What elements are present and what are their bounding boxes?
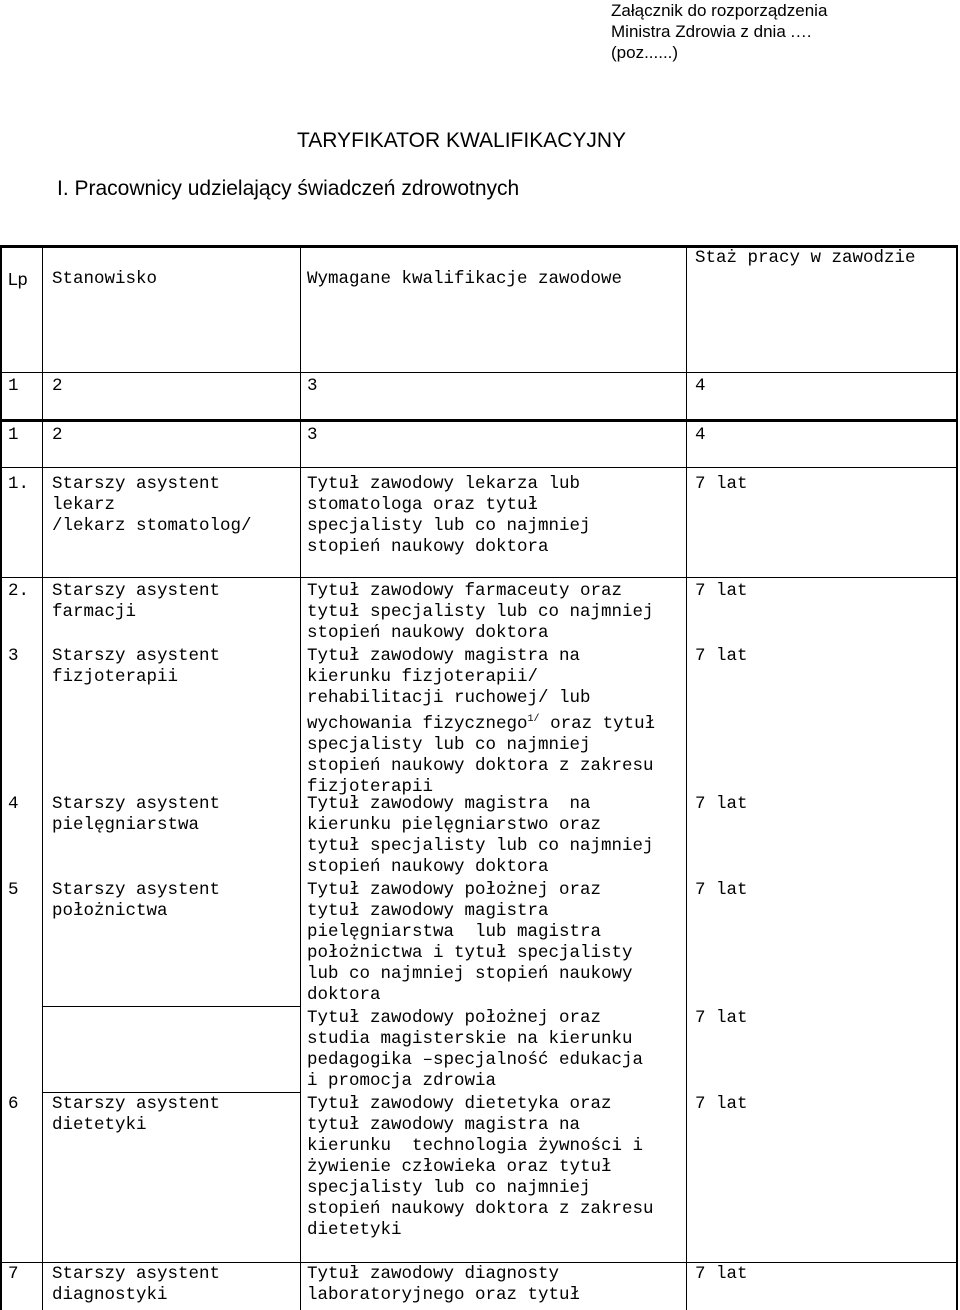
row-2-position: Starszy asystent farmacji (52, 581, 221, 622)
table-border-left (0, 245, 2, 1310)
row-5-position: Starszy asystent położnictwa (52, 880, 221, 921)
row-4-qualifications: Tytuł zawodowy magistra na kierunku pielęgniarstwo oraz tytuł specjalisty lub co najmniej stopień naukowy doktora (307, 794, 654, 877)
numbering-1-col-2: 2 (52, 376, 63, 396)
annex-line-3: (poz......) (611, 43, 679, 62)
row-7-lp: 7 (8, 1264, 19, 1284)
row-7-position: Starszy asystent diagnostyki (52, 1264, 221, 1305)
row-5-seniority: 7 lat (695, 880, 748, 900)
numbering-1-col-4: 4 (695, 376, 706, 396)
row-4-seniority: 7 lat (695, 794, 748, 814)
row-1-lp: 1. (8, 474, 30, 494)
numbering-2-col-4: 4 (695, 425, 706, 445)
row-5b-seniority: 7 lat (695, 1008, 748, 1028)
row-1-qualifications: Tytuł zawodowy lekarza lub stomatologa oraz tytuł specjalisty lub co najmniej stopień naukowy doktora (307, 474, 591, 557)
annex-line-2: Ministra Zdrowia z dnia .… (611, 22, 813, 41)
row-3-qualifications-part-b: oraz tytuł (539, 714, 656, 734)
document-title: TARYFIKATOR KWALIFIKACYJNY (297, 129, 627, 152)
numbering-2-col-3: 3 (307, 425, 318, 445)
footnote-mark: 1/ (527, 714, 540, 725)
numbering-2-col-1: 1 (8, 425, 19, 445)
row-4-position: Starszy asystent pielęgniarstwa (52, 794, 221, 835)
row-3-qualifications-part-c: specjalisty lub co najmniej stopień naukowy doktora z zakresu fizjoterapii (307, 735, 654, 797)
row-7-qualifications: Tytuł zawodowy diagnosty laboratoryjnego oraz tytuł (307, 1264, 581, 1305)
row-2-seniority: 7 lat (695, 581, 748, 601)
row-2-lp: 2. (8, 581, 30, 601)
row-6-qualifications: Tytuł zawodowy dietetyka oraz tytuł zawodowy magistra na kierunku technologia żywności i żywienie człowieka oraz tytuł specjalisty lub co najmniej stopień naukowy doktora z zakresu dietetyki (307, 1094, 654, 1240)
row-divider-6 (0, 1262, 958, 1263)
row-1-seniority: 7 lat (695, 474, 748, 494)
section-title: I. Pracownicy udzielający świadczeń zdrowotnych (57, 177, 520, 200)
row-6-lp: 6 (8, 1094, 19, 1114)
header-qualifications: Wymagane kwalifikacje zawodowe (307, 269, 623, 289)
numbering-2-col-2: 2 (52, 425, 63, 445)
row-3-seniority: 7 lat (695, 646, 748, 666)
table-border-right (956, 245, 958, 1310)
position-cell-divider-6 (42, 1092, 300, 1093)
row-2-qualifications: Tytuł zawodowy farmaceuty oraz tytuł specjalisty lub co najmniej stopień naukowy doktora (307, 581, 654, 643)
row-4-lp: 4 (8, 794, 19, 814)
row-6-seniority: 7 lat (695, 1094, 748, 1114)
annex-note (611, 0, 827, 63)
row-5-lp: 5 (8, 880, 19, 900)
numbering-divider-2 (0, 467, 958, 468)
header-divider (0, 372, 958, 373)
row-5-qualifications: Tytuł zawodowy położnej oraz tytuł zawodowy magistra pielęgniarstwa lub magistra położnictwa i tytuł specjalisty lub co najmniej stopień naukowy doktora (307, 880, 633, 1005)
column-divider-qualifications (686, 245, 687, 1310)
row-3-qualifications-part-a: Tytuł zawodowy magistra na kierunku fizjoterapii/ rehabilitacji ruchowej/ lub wychowania fizycznego (307, 646, 591, 734)
numbering-divider-1 (0, 419, 958, 422)
row-3-qualifications (307, 646, 655, 798)
header-seniority: Staż pracy w zawodzie (695, 248, 916, 268)
row-1-position: Starszy asystent lekarz /lekarz stomatolog/ (52, 474, 252, 536)
numbering-1-col-1: 1 (8, 376, 19, 396)
row-divider-1 (0, 577, 958, 578)
row-6-position: Starszy asystent dietetyki (52, 1094, 221, 1135)
position-cell-divider-5 (42, 1006, 300, 1007)
header-lp: Lp (8, 269, 28, 289)
header-position: Stanowisko (52, 269, 158, 289)
row-3-position: Starszy asystent fizjoterapii (52, 646, 221, 687)
row-5b-qualifications: Tytuł zawodowy położnej oraz studia magisterskie na kierunku pedagogika –specjalność edukacja i promocja zdrowia (307, 1008, 644, 1091)
column-divider-position (300, 245, 301, 1310)
numbering-1-col-3: 3 (307, 376, 318, 396)
column-divider-lp (42, 245, 43, 1310)
row-3-lp: 3 (8, 646, 19, 666)
annex-line-1: Załącznik do rozporządzenia (611, 1, 828, 20)
row-7-seniority: 7 lat (695, 1264, 748, 1284)
